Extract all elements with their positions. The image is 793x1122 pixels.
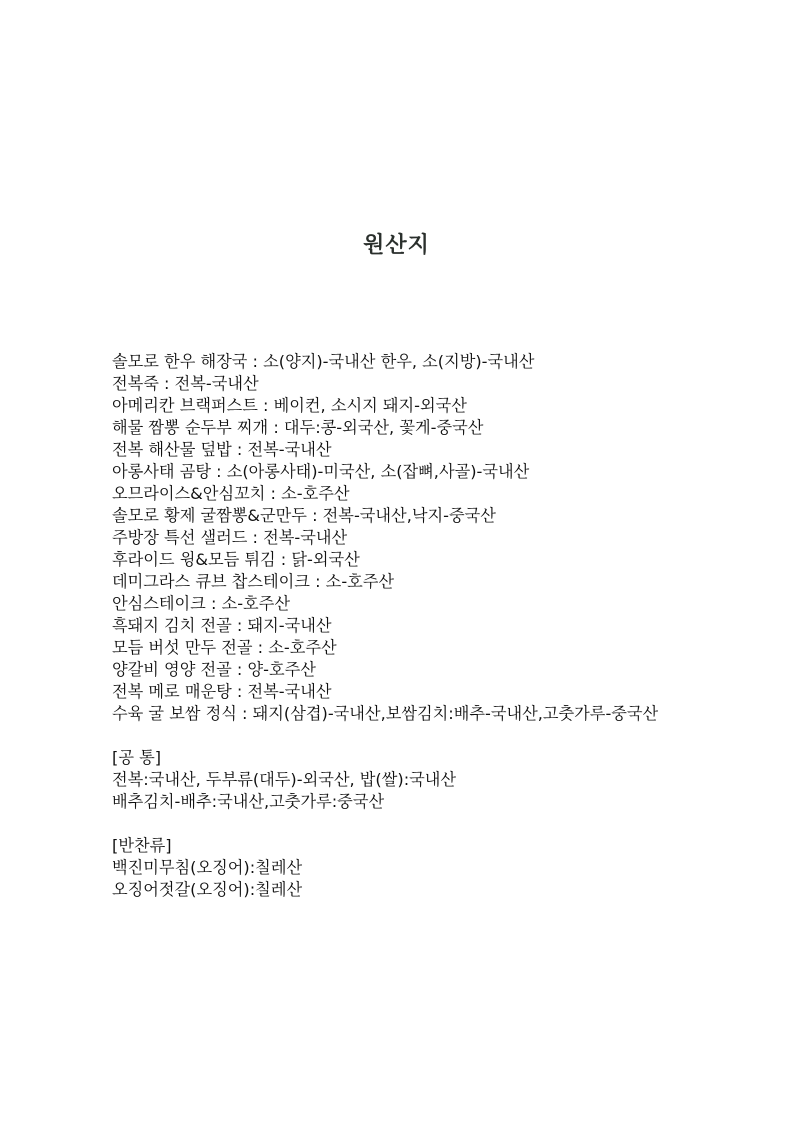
origin-item: 솔모로 황제 굴짬뽕&군만두 : 전복-국내산,낙지-중국산 — [112, 506, 496, 525]
origin-item: 아롱사태 곰탕 : 소(아롱사태)-미국산, 소(잡뼈,사골)-국내산 — [112, 462, 530, 481]
origin-item: 전복 메로 매운탕 : 전복-국내산 — [112, 682, 332, 701]
origin-item: 후라이드 윙&모듬 튀김 : 닭-외국산 — [112, 550, 360, 569]
origin-item: 흑돼지 김치 전골 : 돼지-국내산 — [112, 616, 332, 635]
origin-item: 안심스테이크 : 소-호주산 — [112, 594, 290, 613]
origin-item: 양갈비 영양 전골 : 양-호주산 — [112, 660, 316, 679]
side-dishes-section-heading: [반찬류] — [112, 836, 172, 855]
origin-item: 전복 해산물 덮밥 : 전복-국내산 — [112, 440, 332, 459]
section-spacer — [112, 725, 782, 747]
origin-item: 수육 굴 보쌈 정식 : 돼지(삼겹)-국내산,보쌈김치:배추-국내산,고춧가루-중국산 — [112, 704, 659, 723]
common-section-heading: [공 통] — [112, 748, 162, 767]
origin-item: 해물 짬뽕 순두부 찌개 : 대두:콩-외국산, 꽃게-중국산 — [112, 418, 484, 437]
origin-item: 아메리칸 브랙퍼스트 : 베이컨, 소시지 돼지-외국산 — [112, 396, 467, 415]
origin-item: 데미그라스 큐브 찹스테이크 : 소-호주산 — [112, 572, 395, 591]
page-title: 원산지 — [363, 233, 430, 258]
side-dish-line: 백진미무침(오징어):칠레산 — [112, 858, 303, 877]
common-line: 전복:국내산, 두부류(대두)-외국산, 밥(쌀):국내산 — [112, 770, 457, 789]
common-line: 배추김치-배추:국내산,고춧가루:중국산 — [112, 792, 385, 811]
origin-item: 모듬 버섯 만두 전골 : 소-호주산 — [112, 638, 337, 657]
origin-item: 전복죽 : 전복-국내산 — [112, 374, 259, 393]
origin-item: 오므라이스&안심꼬치 : 소-호주산 — [112, 484, 350, 503]
side-dish-line: 오징어젓갈(오징어):칠레산 — [112, 880, 303, 899]
origin-list — [112, 351, 782, 901]
origin-item: 주방장 특선 샐러드 : 전복-국내산 — [112, 528, 348, 547]
section-spacer — [112, 813, 782, 835]
origin-item: 솔모로 한우 해장국 : 소(양지)-국내산 한우, 소(지방)-국내산 — [112, 352, 535, 371]
